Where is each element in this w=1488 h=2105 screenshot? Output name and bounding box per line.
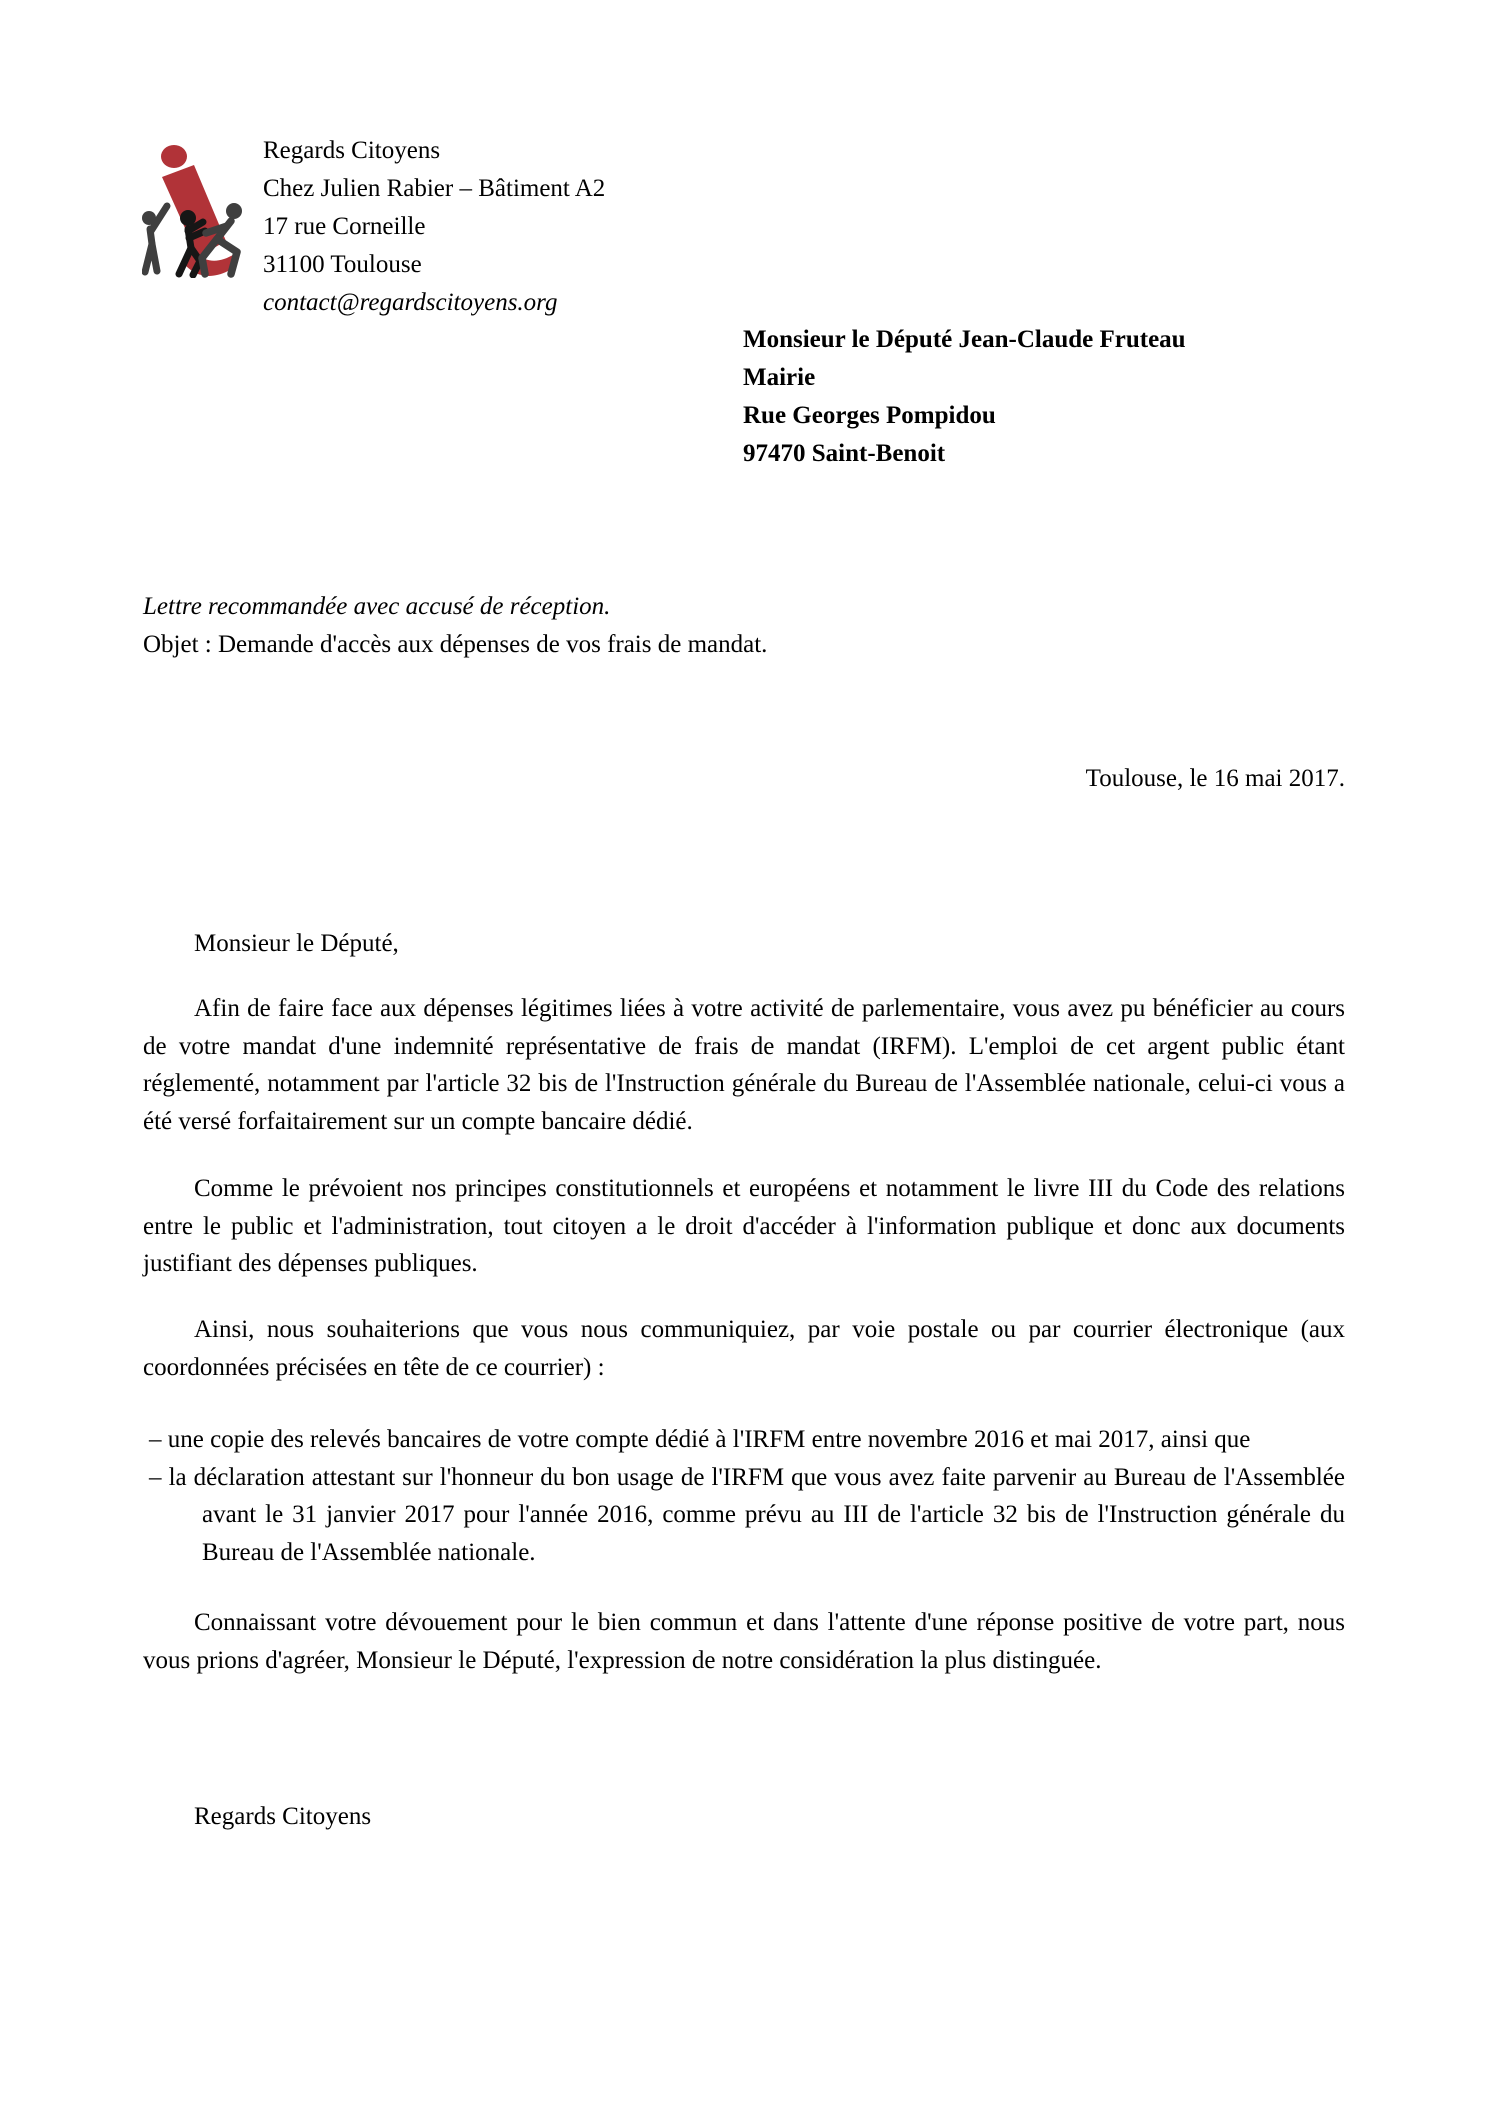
recipient-name: Monsieur le Député Jean-Claude Fruteau — [743, 326, 1186, 353]
body-paragraph-1: Afin de faire face aux dépenses légitimes liées à votre activité de parlementaire, vous avez pu bénéficier au cours de votre mandat d'une indemnité représentative de frais de mandat (IRFM). L'emploi de cet argent public étant réglementé, notamment par l'article 32 bis de l'Instruction générale du Bureau de l'Assemblée nationale, celui-ci vous a été versé forfaitairement sur un compte bancaire dédié. — [143, 995, 1345, 1135]
recipient-city: 97470 Saint-Benoit — [743, 440, 946, 467]
body-paragraph-2: Comme le prévoient nos principes constitutionnels et européens et notamment le livre III du Code des relations entre le public et l'administration, tout citoyen a le droit d'accéder à l'information publique et donc aux documents justifiant des dépenses publiques. — [143, 1175, 1345, 1277]
sender-city: 31100 Toulouse — [263, 251, 422, 278]
regards-citoyens-logo-graphic — [142, 143, 250, 278]
sender-name: Regards Citoyens — [263, 137, 441, 164]
sender-address-line: Chez Julien Rabier – Bâtiment A2 — [263, 175, 606, 202]
sender-address — [263, 132, 605, 322]
signature: Regards Citoyens — [194, 1803, 372, 1830]
recipient-line: Mairie — [743, 364, 816, 391]
body-paragraph-3: Ainsi, nous souhaiterions que vous nous communiquiez, par voie postale ou par courrier électronique (aux coordonnées précisées en tête de ce courrier) : — [143, 1316, 1345, 1381]
sender-street: 17 rue Corneille — [263, 213, 426, 240]
registered-mail-notice: Lettre recommandée avec accusé de réception. — [143, 593, 611, 620]
sender-email: contact@regardscitoyens.org — [263, 289, 558, 316]
subject-line: Objet : Demande d'accès aux dépenses de vos frais de mandat. — [143, 631, 768, 658]
recipient-street: Rue Georges Pompidou — [743, 402, 996, 429]
recipient-address — [743, 321, 1186, 473]
closing-paragraph: Connaissant votre dévouement pour le bien commun et dans l'attente d'une réponse positive de votre part, nous vous prions d'agréer, Monsieur le Député, l'expression de notre considération la plus distinguée. — [143, 1609, 1345, 1674]
request-list-item-2: – la déclaration attestant sur l'honneur du bon usage de l'IRFM que vous avez faite parvenir au Bureau de l'Assemblée avant le 31 janvier 2017 pour l'année 2016, comme prévu au III de l'article 32 bis de l'Instruction générale du Bureau de l'Assemblée nationale. — [149, 1463, 1345, 1566]
date-line: Toulouse, le 16 mai 2017. — [1085, 765, 1345, 792]
request-list — [143, 1421, 1345, 1571]
request-list-item-1: – une copie des relevés bancaires de votre compte dédié à l'IRFM entre novembre 2016 et mai 2017, ainsi que — [149, 1426, 1251, 1453]
regards-citoyens-logo-icon — [142, 143, 250, 278]
salutation: Monsieur le Député, — [194, 930, 399, 957]
